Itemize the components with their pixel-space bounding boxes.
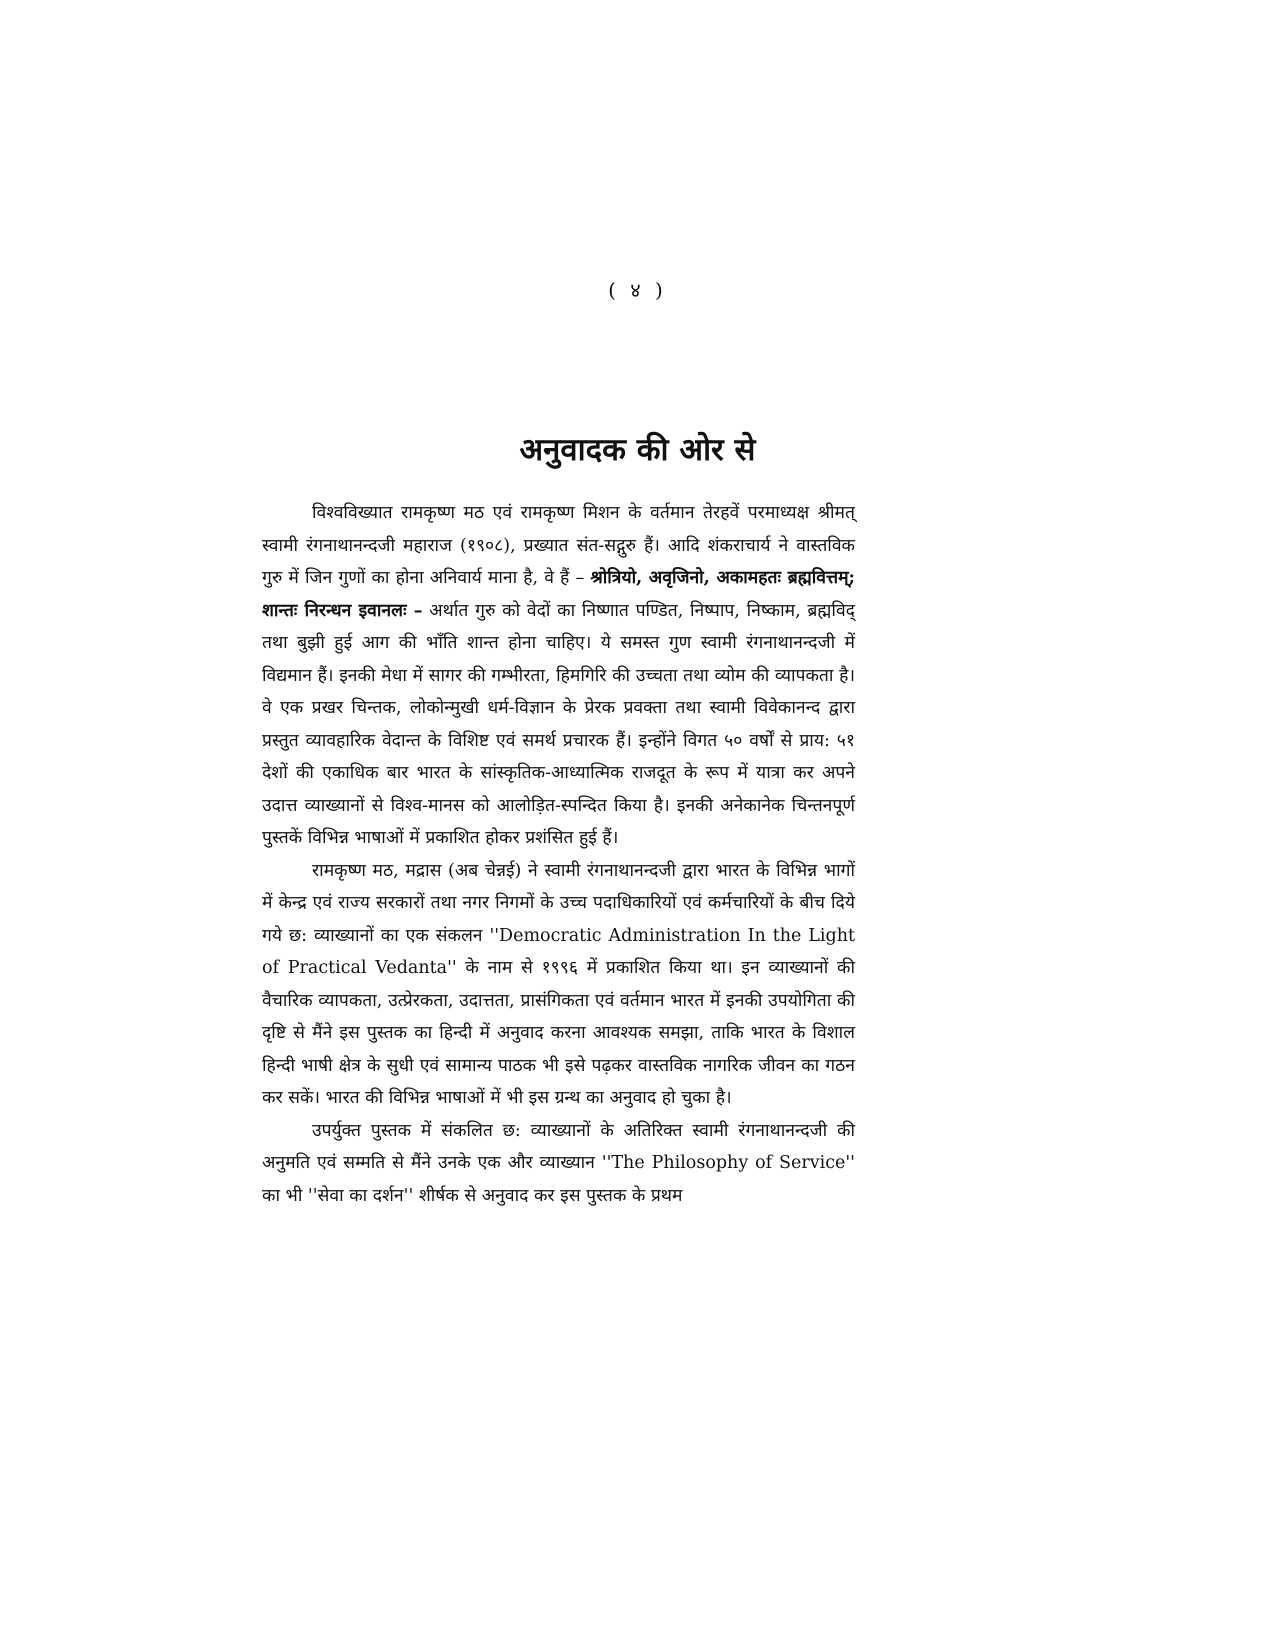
paragraph-3: उपर्युक्त पुस्तक में संकलित छ: व्याख्यानों के अतिरिक्त स्वामी रंगनाथानन्दजी की अनुमति एवं सम्मति से मैंने उनके एक और व्याख्यान ''The Philosophy of Service'' का भी ''सेवा का दर्शन'' शीर्षक से अनुवाद कर इस पुस्तक के प्रथम bbox=[262, 1120, 855, 1206]
page-title: अनुवादक की ओर से bbox=[519, 432, 756, 468]
paragraph-1 bbox=[262, 497, 855, 855]
page-number: ( ४ ) bbox=[608, 278, 667, 302]
body-text bbox=[262, 497, 855, 1212]
sanskrit-quote: श्रोत्रियो, अवृजिनो, अकामहतः ब्रह्मवित्तम्; शान्तः निरन्धन इवानलः – bbox=[262, 568, 855, 621]
paragraph-2: रामकृष्ण मठ, मद्रास (अब चेन्नई) ने स्वामी रंगनाथानन्दजी द्वारा भारत के विभिन्न भागों में केन्द्र एवं राज्य सरकारों तथा नगर निगमों के उच्च पदाधिकारियों एवं कर्मचारियों के बीच दिये गये छ: व्याख्यानों का एक संकलन ''Democratic Administration In the Light of Practical Vedanta'' के नाम से १९९६ में प्रकाशित किया था। इन व्याख्यानों की वैचारिक व्यापकता, उत्प्रेरकता, उदात्तता, प्रासंगिकता एवं वर्तमान भारत में इनकी उपयोगिता की दृष्टि से मैंने इस पुस्तक का हिन्दी में अनुवाद करना आवश्यक समझा, ताकि भारत के विशाल हिन्दी भाषी क्षेत्र के सुधी एवं सामान्य पाठक भी इसे पढ़कर वास्तविक नागरिक जीवन का गठन कर सकें। भारत की विभिन्न भाषाओं में भी इस ग्रन्थ का अनुवाद हो चुका है। bbox=[262, 860, 855, 1108]
paragraph-1-intro: विश्वविख्यात रामकृष्ण मठ एवं रामकृष्ण मिशन के वर्तमान तेरहवें परमाध्यक्ष श्रीमत् स्वामी रंगनाथानन्दजी महाराज (१९०८), प्रख्यात संत-सद्गुरु हैं। आदि शंकराचार्य ने वास्तविक गुरु में जिन गुणों का होना अनिवार्य माना है, वे हैं – bbox=[262, 503, 855, 588]
paragraph-1-rest: अर्थात गुरु को वेदों का निष्णात पण्डित, निष्पाप, निष्काम, ब्रह्मविद् तथा बुझी हुई आग की भाँति शान्त होना चाहिए। ये समस्त गुण स्वामी रंगनाथानन्दजी में विद्यमान हैं। इनकी मेधा में सागर की गम्भीरता, हिमगिरि की उच्चता तथा व्योम की व्यापकता है। वे एक प्रखर चिन्तक, लोकोन्मुखी धर्म-विज्ञान के प्रेरक प्रवक्ता तथा स्वामी विवेकानन्द द्वारा प्रस्तुत व्यावहारिक वेदान्त के विशिष्ट एवं समर्थ प्रचारक हैं। इन्होंने विगत ५० वर्षों से प्राय: ५१ देशों की एकाधिक बार भारत के सांस्कृतिक-आध्यात्मिक राजदूत के रूप में यात्रा कर अपने उदात्त व्याख्यानों से विश्व-मानस को आलोड़ित-स्पन्दित किया है। इनकी अनेकानेक चिन्तनपूर्ण पुस्तकें विभिन्न भाषाओं में प्रकाशित होकर प्रशंसित हुई हैं। bbox=[262, 600, 855, 848]
